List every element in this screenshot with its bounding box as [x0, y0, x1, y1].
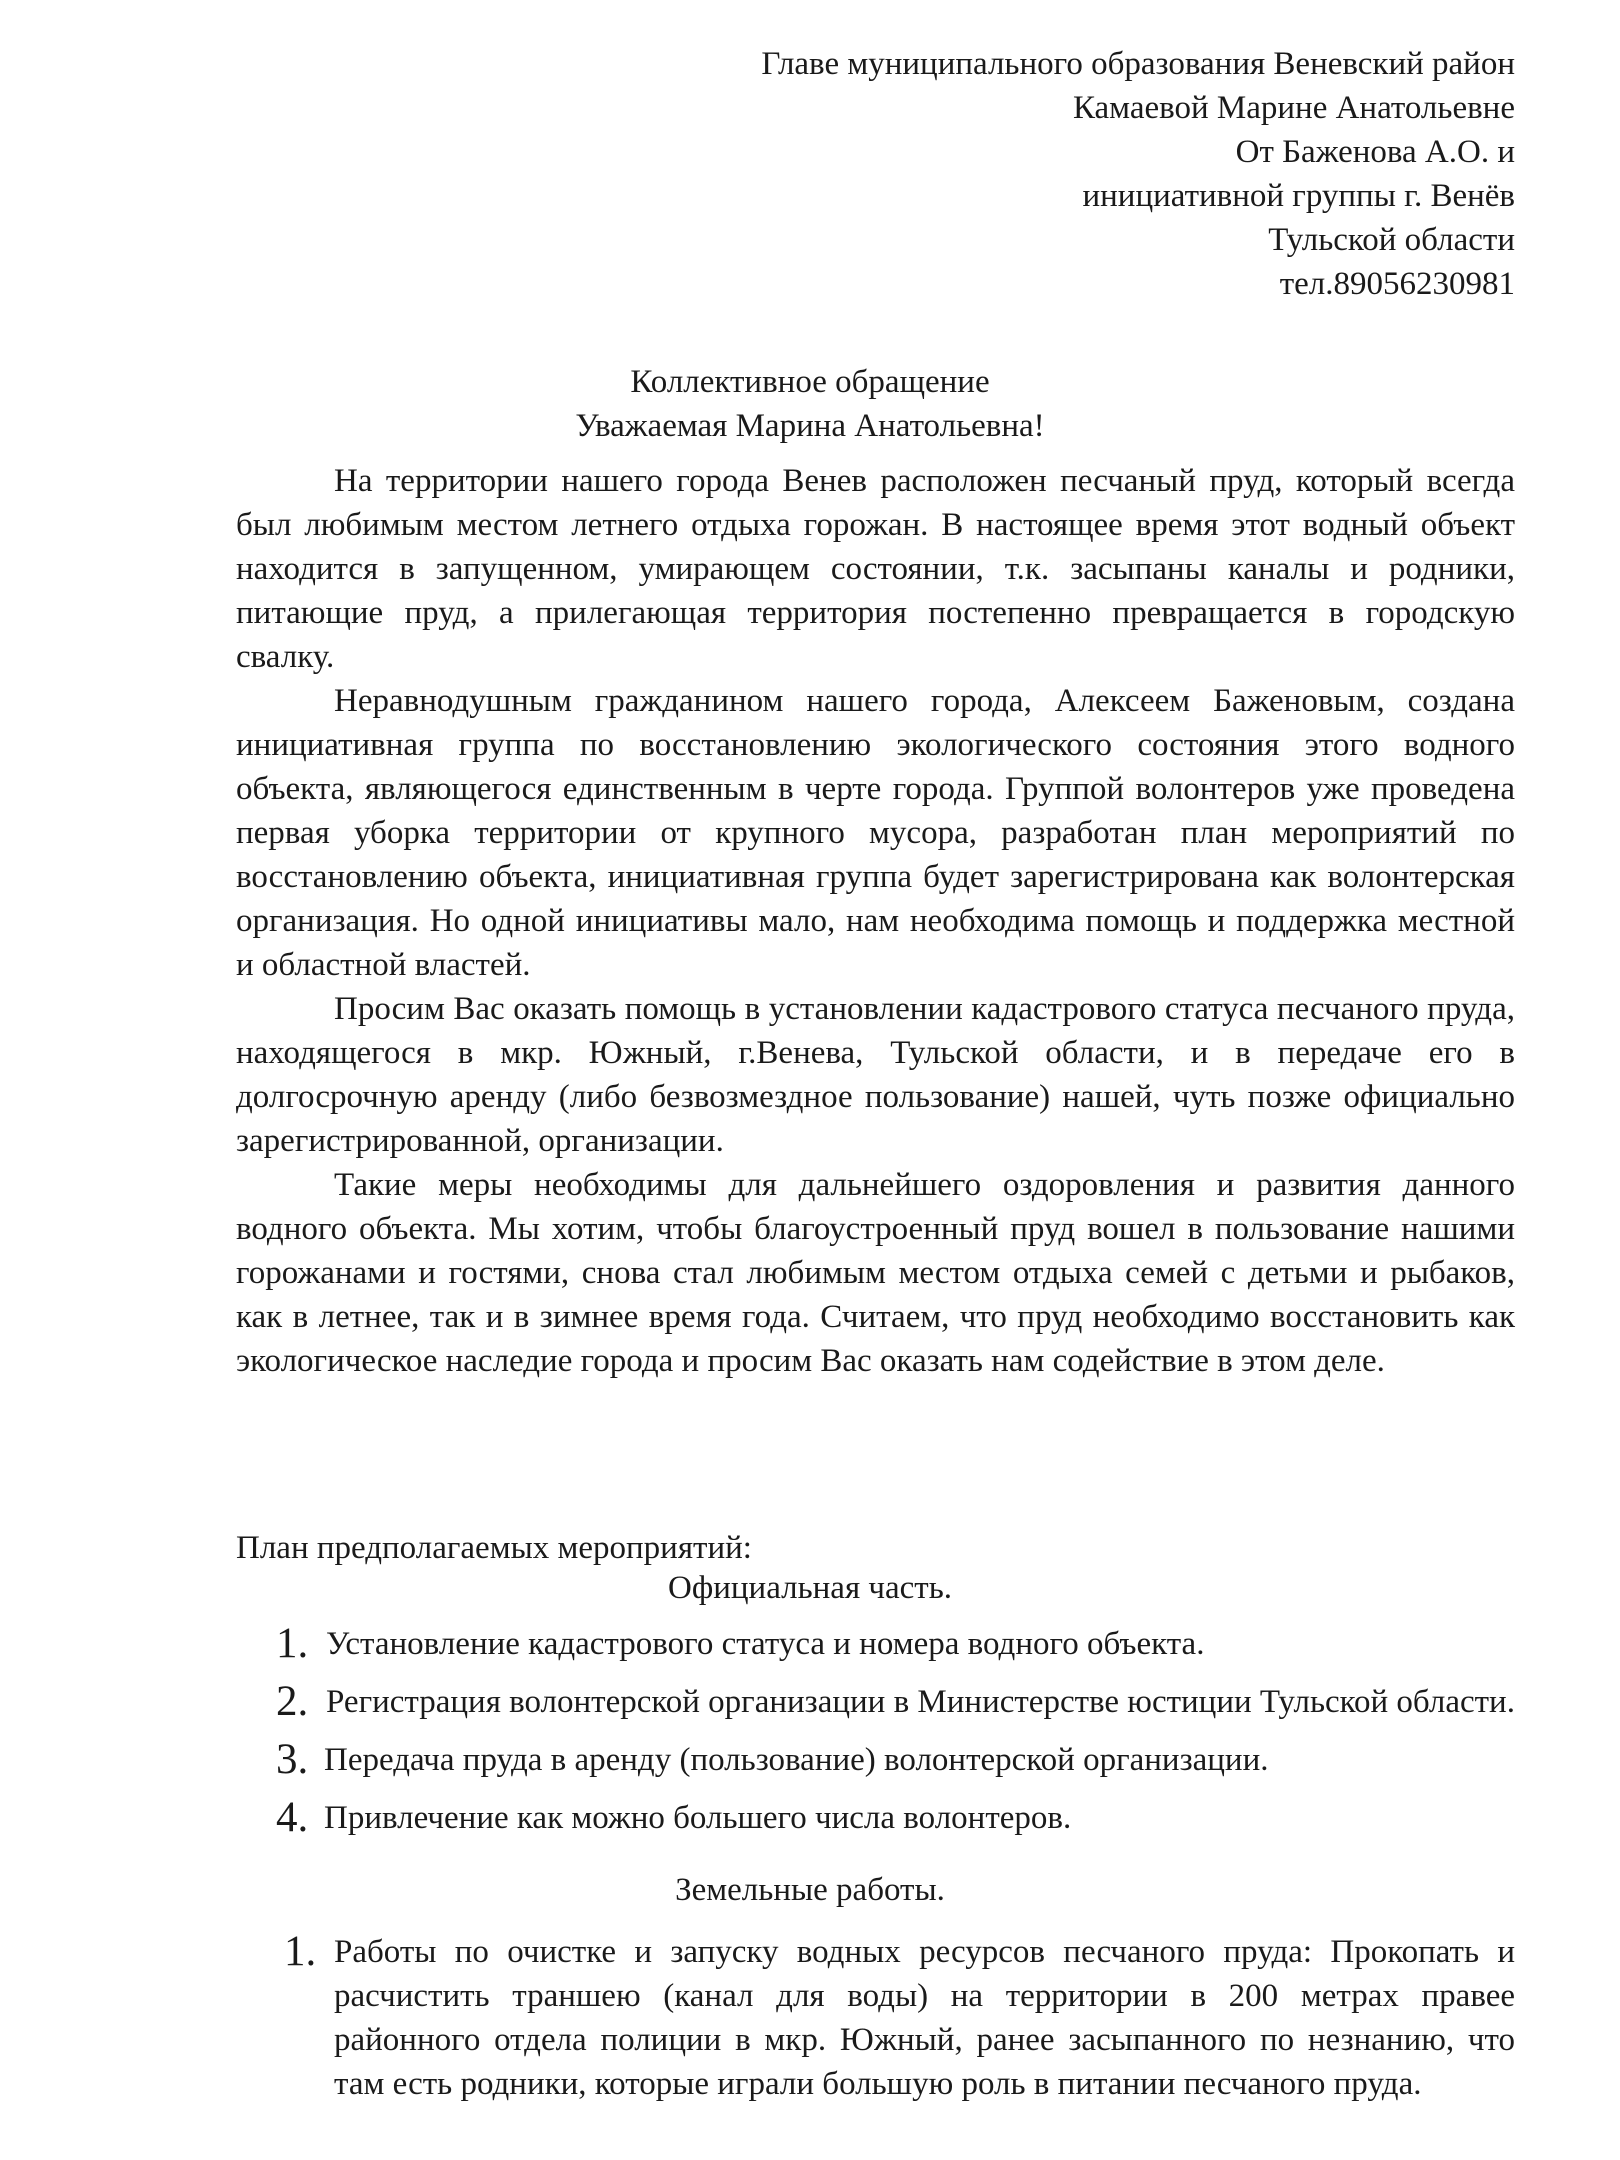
addressee-block [761, 42, 1515, 306]
addressee-line: Тульской области [1268, 222, 1515, 258]
list-item [236, 1622, 1515, 1666]
section-title-earthworks: Земельные работы. [675, 1872, 945, 1908]
list-item-number: 4. [276, 1794, 309, 1841]
paragraph: На территории нашего города Венев расположен песчаный пруд, который всегда был любимым местом летнего отдыха горожан. В настоящее время этот водный объект находится в запущенном, умирающем состоянии, т.к. засыпаны каналы и родники, питающие пруд, а прилегающая территория постепенно превращается в городскую свалку. [236, 463, 1515, 675]
letter-body [236, 459, 1515, 1383]
list-item-number: 1. [284, 1928, 317, 1975]
earthworks-list [236, 1930, 1515, 2106]
list-item [236, 1796, 1515, 1840]
plan-heading: План предполагаемых мероприятий: [236, 1530, 752, 1566]
list-item-text: Установление кадастрового статуса и номера водного объекта. [326, 1626, 1205, 1662]
addressee-line: От Баженова А.О. и [1235, 134, 1515, 170]
list-item [236, 1930, 1515, 2106]
list-item [236, 1738, 1515, 1782]
list-item-number: 1. [276, 1620, 309, 1667]
addressee-line: Главе муниципального образования Веневский район [761, 46, 1515, 82]
addressee-line: инициативной группы г. Венёв [1082, 178, 1515, 214]
list-item-text: Передача пруда в аренду (пользование) волонтерской организации. [324, 1742, 1269, 1778]
section-title-official: Официальная часть. [668, 1570, 952, 1606]
document-title: Коллективное обращение [630, 364, 990, 400]
list-item-number: 2. [276, 1678, 309, 1725]
list-item-text: Работы по очистке и запуску водных ресурсов песчаного пруда: Прокопать и расчистить траншею (канал для воды) на территории в 200 метрах правее районного отдела полиции в мкр. Южный, ранее засыпанного по незнанию, что там есть родники, которые играли большую роль в питании песчаного пруда. [334, 1934, 1515, 2102]
salutation: Уважаемая Марина Анатольевна! [575, 408, 1045, 444]
list-item-text: Регистрация волонтерской организации в Министерстве юстиции Тульской области. [326, 1684, 1515, 1720]
list-item-text: Привлечение как можно большего числа волонтеров. [324, 1800, 1072, 1836]
addressee-phone: тел.89056230981 [1279, 266, 1515, 302]
paragraph: Неравнодушным гражданином нашего города, Алексеем Баженовым, создана инициативная группа по восстановлению экологического состояния этого водного объекта, являющегося единственным в черте города. Группой волонтеров уже проведена первая уборка территории от крупного мусора, разработан план мероприятий по восстановлению объекта, инициативная группа будет зарегистрирована как волонтерская организация. Но одной инициативы мало, нам необходима помощь и поддержка местной и областной властей. [236, 683, 1515, 983]
addressee-line: Камаевой Марине Анатольевне [1072, 90, 1515, 126]
official-list [236, 1622, 1515, 1840]
paragraph: Такие меры необходимы для дальнейшего оздоровления и развития данного водного объекта. Мы хотим, чтобы благоустроенный пруд вошел в пользование нашими горожанами и гостями, снова стал любимым местом отдыха семей с детьми и рыбаков, как в летнее, так и в зимнее время года. Считаем, что пруд необходимо восстановить как экологическое наследие города и просим Вас оказать нам содействие в этом деле. [236, 1167, 1515, 1379]
list-item-number: 3. [276, 1736, 309, 1783]
list-item [236, 1680, 1515, 1724]
paragraph: Просим Вас оказать помощь в установлении кадастрового статуса песчаного пруда, находящегося в мкр. Южный, г.Венева, Тульской области, и в передаче его в долгосрочную аренду (либо безвозмездное пользование) нашей, чуть позже официально зарегистрированной, организации. [236, 991, 1515, 1159]
